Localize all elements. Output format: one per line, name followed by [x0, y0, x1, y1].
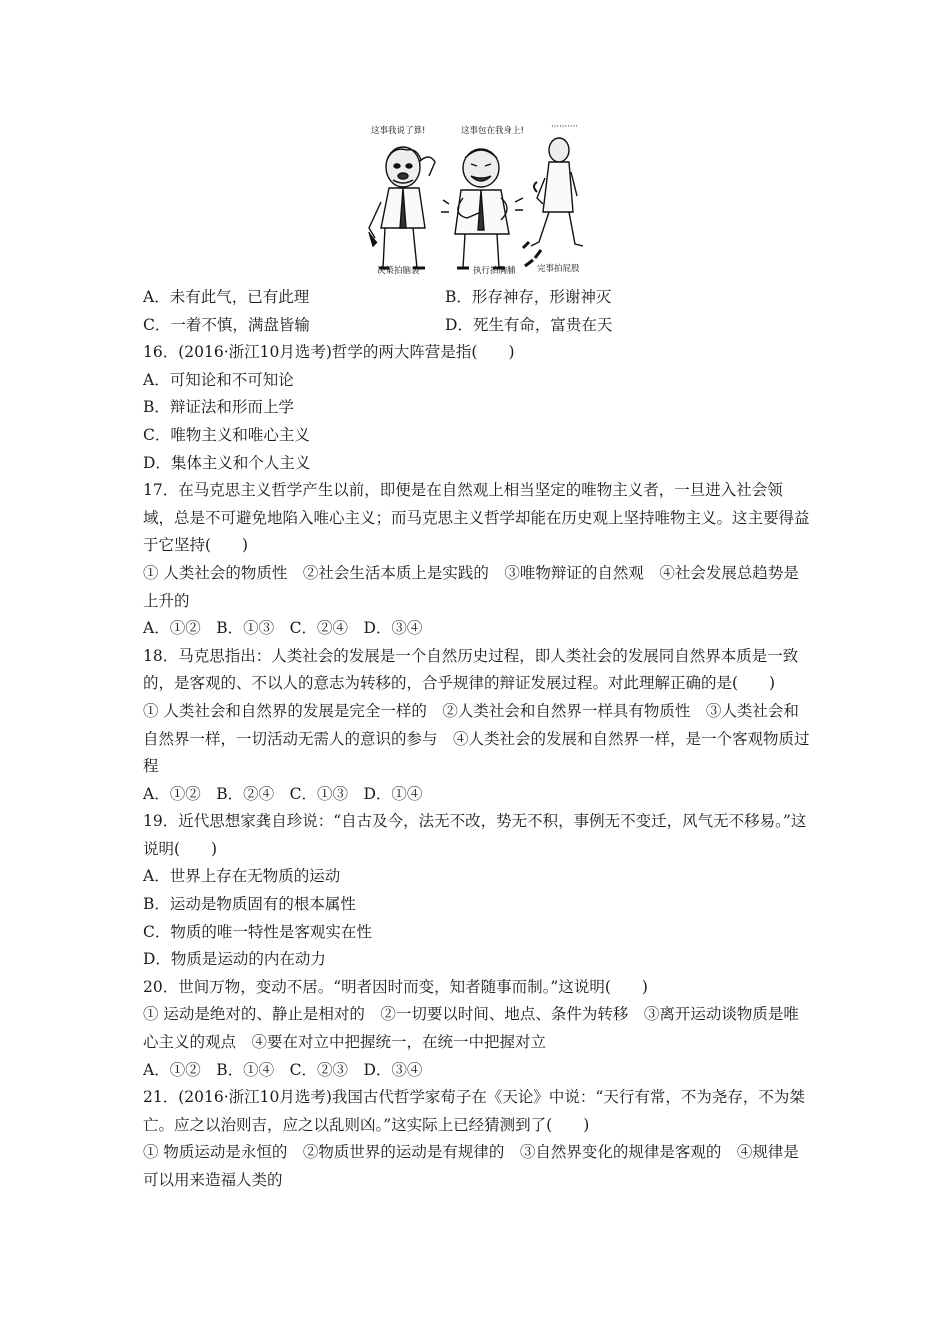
- q16-option-d: D．集体主义和个人主义: [143, 453, 311, 472]
- q20-items: ① 运动是绝对的、静止是相对的 ②一切要以时间、地点、条件为转移 ③离开运动谈物质是唯心主义的观点 ④要在对立中把握统一，在统一中把握对立: [143, 1005, 799, 1052]
- speech-bubble-3: ··········: [551, 122, 579, 132]
- q16-option-c: C．唯物主义和唯心主义: [143, 425, 310, 444]
- cartoon-caption-1: 决策拍脑袋: [377, 266, 420, 276]
- q19-option-b: B．运动是物质固有的根本属性: [143, 895, 356, 914]
- q15-option-d: D．死生有命，富贵在天: [445, 315, 613, 334]
- q15-option-a: A．未有此气，已有此理: [143, 288, 310, 306]
- q19-option-a: A．世界上存在无物质的运动: [143, 867, 341, 886]
- q15-options-row1: [143, 284, 813, 312]
- q21-items: ① 物质运动是永恒的 ②物质世界的运动是有规律的 ③自然界变化的规律是客观的 ④规律是可以用来造福人类的: [143, 1143, 799, 1189]
- q17-stem: 17．在马克思主义哲学产生以前，即便是在自然观上相当坚定的唯物主义者，一旦进入社会领域，总是不可避免地陷入唯心主义；而马克思主义哲学却能在历史观上坚持唯物主义。这主要得益于它坚持( ): [143, 481, 810, 555]
- speech-bubble-1: 这事我说了算!: [371, 126, 426, 136]
- q18-options: A．①② B．②④ C．①③ D．①④: [143, 784, 423, 803]
- speech-bubble-2: 这事包在我身上!: [461, 126, 524, 136]
- cartoon-drawing: [365, 122, 587, 278]
- q19-option-d: D．物质是运动的内在动力: [143, 950, 326, 969]
- q19-option-c: C．物质的唯一特性是客观实在性: [143, 922, 372, 941]
- q21-stem: 21．(2016·浙江10月选考)我国古代哲学家荀子在《天论》中说：“天行有常，不为尧存，不为桀亡。应之以治则吉，应之以乱则凶。”这实际上已经猜测到了( ): [143, 1088, 805, 1134]
- cartoon-illustration: [365, 122, 587, 278]
- q16-option-b: B．辩证法和形而上学: [143, 398, 294, 417]
- q18-items: ① 人类社会和自然界的发展是完全一样的 ②人类社会和自然界一样具有物质性 ③人类社会和自然界一样，一切活动无需人的意识的参与 ④人类社会的发展和自然界一样，是一个客观物质过程: [143, 701, 810, 776]
- q16-option-a: A．可知论和不可知论: [143, 370, 294, 389]
- cartoon-caption-2: 执行拍胸脯: [473, 266, 516, 276]
- cartoon-caption-3: 完事拍屁股: [537, 264, 580, 274]
- q15-options-row2: [143, 312, 813, 340]
- q19-stem: 19．近代思想家龚自珍说：“自古及今，法无不改，势无不积，事例无不变迁，风气无不移易。”这说明( ): [143, 812, 807, 858]
- q16-stem: 16．(2016·浙江10月选考)哲学的两大阵营是指( ): [143, 343, 515, 362]
- q15-option-c: C．一着不慎，满盘皆输: [143, 315, 310, 334]
- q15-option-b: B．形存神存，形谢神灭: [445, 288, 612, 306]
- q17-items: ① 人类社会的物质性 ②社会生活本质上是实践的 ③唯物辩证的自然观 ④社会发展总趋势是上升的: [143, 563, 799, 610]
- q20-stem: 20．世间万物，变动不居。“明者因时而变，知者随事而制。”这说明( ): [143, 977, 648, 996]
- q17-options: A．①② B．①③ C．②④ D．③④: [143, 619, 423, 638]
- q18-stem: 18．马克思指出：人类社会的发展是一个自然历史过程，即人类社会的发展同自然界本质是一致的，是客观的、不以人的意志为转移的，合乎规律的辩证发展过程。对此理解正确的是( ): [143, 646, 799, 693]
- q20-options: A．①② B．①④ C．②③ D．③④: [143, 1060, 423, 1079]
- question-content: [143, 284, 813, 1195]
